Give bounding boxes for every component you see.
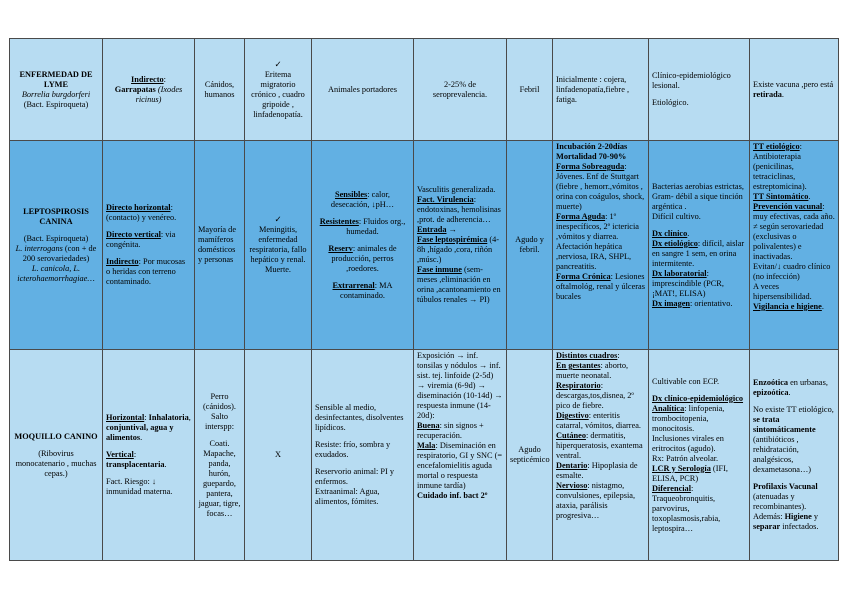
moq-diag-4: Inclusiones virales en eritrocitos (agudo). (652, 433, 724, 453)
lepto-res-e-text: : MA contaminado. (340, 280, 393, 300)
moq-agent: (Ribovirus monocatenario , muchas cepas.) (15, 448, 97, 478)
lepto-trans-v-label: Directo vertical (106, 230, 161, 239)
moq-zoonosis: X (245, 350, 312, 561)
lepto-tt-3-text: : muy efectivas, cada año. ≠ según serovariedad (exclusivas o polivalentes) e inactivadas. (753, 202, 835, 261)
lepto-res-s-label: Sensibles (335, 189, 368, 199)
lepto-clin-4-text: : 1º inespecíficos, 2º ictericia ,vómitos y diarrea. Afectación hepática ,nerviosa, IRA, SHPL, pancreatitis. (556, 212, 639, 271)
lepto-resistance-cell (312, 141, 414, 350)
table-row-lyme (10, 39, 839, 141)
lepto-clin-4-label: Forma Aguda (556, 212, 606, 221)
moq-resistance-cell (312, 350, 414, 561)
lyme-transmission-vector: Garrapatas (114, 84, 156, 94)
lepto-patho-1: Vasculitis generalizada. (417, 185, 496, 194)
check-icon: ✓ (274, 59, 282, 69)
lepto-trans-v-text: : via congénita. (106, 230, 176, 249)
moq-clin-5-text: : dermatitis, hiperqueratosis, exantema ventral. (556, 431, 643, 460)
lepto-clin-3-label: Forma Sobreaguda (556, 162, 625, 171)
lepto-diag-4-text: : difícil, aislar en sangre 1 sem, en orina intermitente. (652, 238, 745, 268)
lepto-zoonosis-cell (245, 141, 312, 350)
moq-diag-6-text: (IFI, ELISA, PCR) (652, 463, 728, 483)
lepto-tt-5: A veces hipersensibilidad. (753, 282, 812, 301)
moq-clin-4-label: Digestivo (556, 411, 589, 420)
moq-patho-1: Exposición → inf. tonsilas y nódulos → inf. sist. tej. linfoide (2-5d) → viremia (6-9d) → diseminación (10-14d) → respuesta inmune (14-20d): (417, 351, 503, 420)
lepto-name: LEPTOSPIROSIS CANINA (23, 206, 89, 226)
lepto-patho-3-label: Entrada (417, 225, 447, 234)
moq-tt-1-label: Enzoótica (753, 378, 789, 387)
lepto-agent-1: L. interrogans (15, 243, 63, 253)
moq-diag-2: Dx clínico-epidemiológico (652, 393, 744, 403)
lepto-tt-4: Evitan/↓ cuadro clínico (no infección) (753, 262, 831, 281)
moq-tt-3e: infectados. (780, 522, 819, 531)
moq-diag-3-text: : linfopenia, trombocitopenia, monocitosis. (652, 403, 725, 433)
lepto-diag-4-label: Dx etiológico (652, 238, 698, 248)
check-icon: ✓ (274, 215, 282, 224)
moq-pathogenesis-cell (414, 350, 507, 561)
moq-clin-6-label: Dentario (556, 461, 588, 470)
moq-tt-2-pre: No existe TT etiológico, (753, 405, 834, 414)
lyme-diagnosis-1: Clínico-epidemiológico lesional. (652, 71, 731, 90)
lepto-diag-5-label: Dx laboratorial (652, 268, 707, 278)
moq-name: MOQUILLO CANINO (14, 431, 98, 441)
lepto-tt-1-text: : Antibioterapia (penicilinas, tetraciclinas, estreptomicina). (753, 142, 807, 191)
lepto-patho-5-label: Fase inmune (417, 265, 462, 274)
table-row-leptospirosis (10, 141, 839, 350)
lepto-res-r-label: Resistentes (319, 216, 359, 226)
moq-clin-4-text: : enteritis catarral, vómitos, diarrea. (556, 411, 642, 430)
moq-clin-5-label: Cutáneo (556, 431, 586, 440)
moq-patho-4: Cuidado inf. bact 2º (417, 491, 488, 500)
moq-clin-2-text: : aborto, muerte neonatal. (556, 361, 629, 380)
lepto-diag-6-text: : orientativo. (690, 298, 733, 308)
moq-trans-h-b1: Inhalatoria (148, 413, 189, 422)
lepto-patho-2-text: : endotoxinas, hemolisinas ,prot. de adherencia… (417, 195, 501, 224)
moq-tt-3d-label: separar (753, 522, 781, 531)
disease-table (9, 38, 839, 561)
lyme-name-cell (10, 39, 103, 141)
moq-patho-3-text: : Diseminación en respiratorio, GI y SNC (= encefalomielitis aguda mortal o respuesta inmune tardía) (417, 441, 503, 490)
lepto-tt-6-label: Vigilancia e higiene (753, 302, 822, 311)
lyme-transmission-cell: Indirecto: Garrapatas (Ixodes ricinus) (103, 39, 195, 141)
lepto-diag-5-text: : imprescindible (PCR, ¡MAT!, ELISA) (652, 268, 724, 298)
lepto-diag-1: Bacterias aerobias estrictas, Gram- débil a sique tinción argéntica . (652, 181, 744, 211)
moq-patho-2-label: Buena (417, 421, 440, 430)
moq-clin-1-text: : (617, 351, 620, 360)
lepto-trans-h-label: Directo horizontal (106, 203, 171, 212)
lepto-trans-i-text: : Por mucosas o heridas con terreno contaminado. (106, 257, 186, 286)
moq-treatment-cell (750, 350, 839, 561)
moq-trans-v-label: Vertical (106, 450, 134, 459)
lepto-treatment-cell (750, 141, 839, 350)
moq-hosts-2: Salto interspp: (204, 411, 235, 431)
moq-patho-3-label: Mala (417, 441, 436, 450)
lepto-diag-3-label: Dx clínico (652, 228, 688, 238)
lyme-diagnosis-cell (649, 39, 750, 141)
moq-tt-1b-label: epizoótica (753, 388, 789, 397)
table-row-moquillo (10, 350, 839, 561)
lepto-diag-6-label: Dx imagen (652, 298, 691, 308)
moq-risk: Fact. Riesgo: ↓ inmunidad materna. (106, 477, 173, 496)
lepto-pathogenesis-cell (414, 141, 507, 350)
moq-clinical-cell (553, 350, 649, 561)
lyme-name: ENFERMEDAD DE LYME (19, 69, 93, 89)
lepto-clin-5-label: Forma Crónica (556, 272, 611, 281)
lepto-agent-2: L. canicola, L. icterohaemorrhagiae… (17, 263, 95, 283)
moq-clin-7-text: : nistagmo, convulsiones, epilepsia, ataxia, parálisis progresiva… (556, 481, 636, 520)
lyme-zoonosis: Eritema migratorio crónico , cuadro gripoide , linfadenopatía. (251, 69, 305, 119)
moq-name-cell (10, 350, 103, 561)
lepto-res-e-label: Extrarrenal (332, 280, 375, 290)
moq-trans-h-label: Horizontal (106, 413, 145, 422)
moq-diag-3-label: Analítica (652, 403, 685, 413)
lepto-patho-4-text: (4-8h ,hígado ,cora, riñón ,músc.) (417, 235, 500, 264)
moq-trans-v-b: transplacentaria (106, 460, 165, 469)
moq-diag-1: Cultivable con ECP. (652, 376, 720, 386)
lepto-agent-type: (Bact. Espiroqueta) (23, 233, 89, 243)
lepto-tt-3-label: Prevención vacunal (753, 202, 823, 211)
lyme-treatment-post: . (781, 89, 784, 99)
moq-transmission-cell: Horizontal: Inhalatoria, conjuntival, agua y alimentos. Vertical: transplacentaria. Fact. Riesgo: ↓ inmunidad materna. (103, 350, 195, 561)
moq-res-1: Sensible al medio, desinfectantes, disolventes lipídicos. (315, 403, 404, 432)
lepto-patho-4-label: Fase leptospirémica (417, 235, 488, 244)
lyme-treatment-bold: retirada (753, 89, 782, 99)
moq-clin-6-text: : Hipoplasia de esmalte. (556, 461, 638, 480)
lyme-agent: Borrelia burgdorferi (21, 89, 91, 99)
lepto-clin-1: Incubación 2-20días (556, 142, 628, 151)
moq-fever: Agudo septicémico (507, 350, 553, 561)
lepto-transmission-cell (103, 141, 195, 350)
moq-tt-3c: y (811, 512, 819, 521)
lyme-carriers: Animales portadores (312, 39, 414, 141)
lepto-res-r-text: : Fluidos org., humedad. (346, 216, 406, 236)
moq-hosts-cell (195, 350, 245, 561)
moq-res-3: Reservorio animal: PI y enfermos. (315, 467, 395, 486)
moq-patho-2-text: : sin signos + recuperación. (417, 421, 484, 440)
lepto-diag-3-text: . (687, 228, 690, 238)
moq-trans-h-b2: conjuntival, agua y alimentos (106, 423, 174, 442)
moq-diag-5: Rx: Patrón alveolar. (652, 453, 719, 463)
moq-hosts-1: Perro (cánidos). (203, 391, 236, 411)
lepto-name-cell (10, 141, 103, 350)
lepto-trans-i-label: Indirecto (106, 257, 139, 266)
lepto-agent-1b: (con + de 200 serovariedades) (22, 243, 97, 263)
lyme-agent-type: (Bact. Espiroqueta) (23, 99, 89, 109)
lepto-clinical-cell (553, 141, 649, 350)
lepto-diag-2: Difícil cultivo. (652, 211, 701, 221)
lyme-treatment-pre: Existe vacuna ,pero está (753, 79, 834, 89)
moq-diag-6-label: LCR y Serología (652, 463, 711, 473)
lepto-res-w-text: : animales de producción, perros ,roedores. (331, 243, 397, 273)
lepto-patho-5-text: (sem-meses ,eliminación en orina ,acantonamiento en túbulos renales → PI) (417, 265, 501, 304)
lepto-tt-1-label: TT etiológico (753, 142, 800, 151)
lepto-tt-6-text: . (821, 302, 824, 311)
lepto-tt-2-text: . (808, 192, 811, 201)
lyme-zoonosis-cell (245, 39, 312, 141)
moq-hosts-3: Coati. Mapache, panda, hurón, guepardo, pantera, jaguar, tigre, focas… (198, 438, 241, 518)
moq-clin-7-label: Nervioso (556, 481, 588, 490)
lyme-fever: Febril (507, 39, 553, 141)
lyme-epidemiology: 2-25% de seroprevalencia. (414, 39, 507, 141)
lepto-zoonosis: Meningitis, enfermedad respiratoria, fallo hepático y renal. Muerte. (249, 225, 307, 274)
moq-tt-3b-label: Higiene (784, 512, 812, 521)
moq-tt-1-text: en urbanas, (788, 378, 828, 387)
moq-tt-2-label: se trata sintomáticamente (753, 415, 816, 434)
lyme-diagnosis-2: Etiológico. (652, 98, 689, 107)
lepto-clin-2: Mortalidad 70-90% (556, 152, 627, 161)
moq-clin-3-text: : descargas,tos,disnea, 2º pico de fiebre. (556, 381, 634, 410)
lyme-hosts: Cánidos, humanos (195, 39, 245, 141)
moq-diag-7-label: Diferencial (652, 483, 692, 493)
lepto-hosts: Mayoría de mamíferos domésticos y personas (195, 141, 245, 350)
lyme-clinical: Inicialmente : cojera, linfadenopatía,fiebre , fatiga. (553, 39, 649, 141)
lepto-trans-h-text: : (contacto) y venéreo. (106, 203, 177, 222)
moq-tt-3-label: Profilaxis Vacunal (753, 482, 818, 491)
moq-tt-3-text: (atenuadas y recombinantes). Además: (753, 492, 807, 521)
moq-diag-7-text: : Traqueobronquitis, parvovirus, toxoplasmosis,rabia, leptospira… (652, 483, 721, 533)
lepto-clin-3-text: : Jóvenes. Enf de Stuttgart (fiebre , hemorr.,vómitos , orina con coágulos, shock, muerte) (556, 162, 645, 211)
lepto-tt-2-label: TT Sintomático (753, 192, 809, 201)
lepto-clin-5-text: : Lesiones oftalmológ, renal y úlceras bucales (556, 272, 645, 301)
lepto-res-s-text: : calor, desecación, ↓pH… (330, 189, 395, 209)
moq-tt-1b-text: . (788, 388, 791, 397)
moq-diagnosis-cell (649, 350, 750, 561)
lepto-patho-2-label: Fact. Virulencia (417, 195, 474, 204)
lepto-fever: Agudo y febril. (507, 141, 553, 350)
moq-clin-2-label: En gestantes (556, 361, 601, 370)
lepto-diagnosis-cell (649, 141, 750, 350)
lepto-patho-3-text: → (446, 225, 457, 234)
lyme-treatment-cell (750, 39, 839, 141)
moq-tt-2-text: (antibióticos , rehidratación, analgésicos, dexametasona…) (753, 435, 812, 474)
moq-clin-3-label: Respiratorio (556, 381, 601, 390)
moq-clin-1-label: Distintos cuadros (556, 351, 618, 360)
moq-res-2: Resiste: frío, sombra y exudados. (315, 440, 391, 459)
lyme-transmission-label: Indirecto (131, 74, 164, 84)
lyme-transmission-species: (Ixodes ricinus) (135, 84, 183, 104)
lepto-res-w-label: Reserv (328, 243, 353, 253)
moq-res-4: Extraanimal: Agua, alimentos, fómites. (315, 487, 380, 506)
